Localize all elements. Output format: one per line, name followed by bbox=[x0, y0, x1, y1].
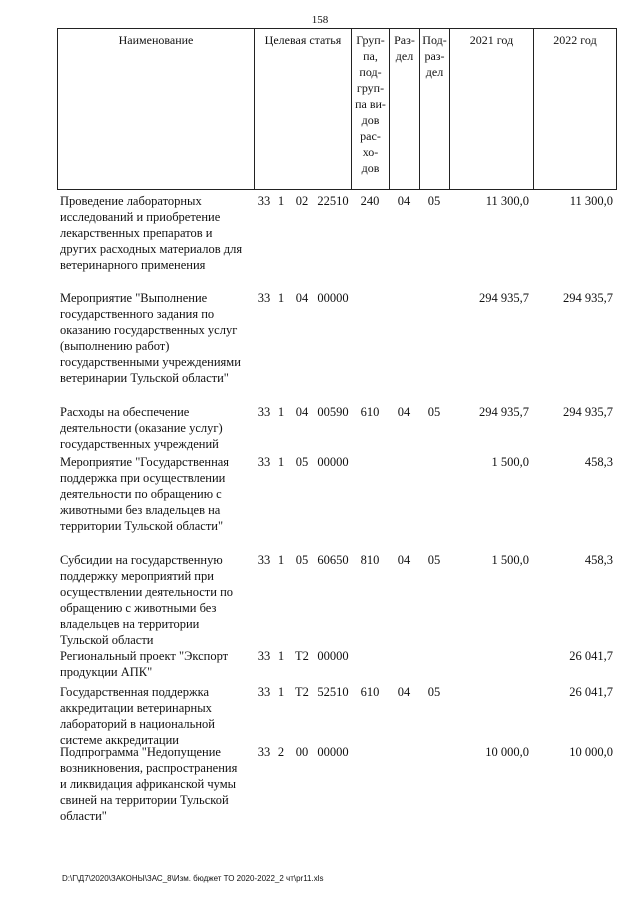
header-line: дел bbox=[425, 65, 444, 79]
value-2022: 10 000,0 bbox=[569, 745, 613, 759]
row-name-line: Мероприятие "Государственная bbox=[60, 455, 230, 469]
value-2022: 294 935,7 bbox=[563, 291, 613, 305]
code-subprogram: 2 bbox=[277, 745, 285, 759]
row-name bbox=[60, 648, 255, 680]
code-subprogram: 1 bbox=[277, 405, 285, 419]
code-group: 810 bbox=[360, 553, 380, 567]
code-measure: 04 bbox=[295, 291, 309, 305]
code-subprogram: 1 bbox=[277, 455, 285, 469]
code-subsection: 05 bbox=[427, 405, 441, 419]
row-name-line: свиней на территории Тульской bbox=[60, 793, 229, 807]
row-name-line: лабораторий в национальной bbox=[60, 717, 215, 731]
row-name-line: Расходы на обеспечение bbox=[60, 405, 190, 419]
row-name bbox=[60, 404, 255, 452]
header-line: дов bbox=[361, 113, 380, 127]
code-program: 33 bbox=[257, 194, 271, 208]
row-name-line: поддержку мероприятий при bbox=[60, 569, 214, 583]
header-line: па, bbox=[363, 49, 378, 63]
header-line: па ви- bbox=[355, 97, 386, 111]
code-program: 33 bbox=[257, 291, 271, 305]
value-2022: 26 041,7 bbox=[569, 685, 613, 699]
code-subprogram: 1 bbox=[277, 553, 285, 567]
code-direction: 00000 bbox=[317, 291, 349, 305]
row-name bbox=[60, 684, 255, 748]
row-name-line: поддержка при осуществлении bbox=[60, 471, 226, 485]
value-2022: 458,3 bbox=[584, 553, 613, 567]
row-name-line: Проведение лабораторных bbox=[60, 194, 202, 208]
code-subprogram: 1 bbox=[277, 291, 285, 305]
header-2021: 2021 год bbox=[449, 29, 533, 189]
code-measure: 05 bbox=[295, 553, 309, 567]
code-program: 33 bbox=[257, 405, 271, 419]
row-name-line: области" bbox=[60, 809, 107, 823]
header-line: дел bbox=[395, 49, 414, 63]
code-subsection: 05 bbox=[427, 553, 441, 567]
row-name-line: Государственная поддержка bbox=[60, 685, 210, 699]
code-section: 04 bbox=[397, 553, 411, 567]
code-group: 610 bbox=[360, 685, 380, 699]
header-name: Наименование bbox=[57, 29, 254, 189]
value-2022: 458,3 bbox=[584, 455, 613, 469]
row-name-line: обращению с животными без bbox=[60, 601, 217, 615]
value-2022: 26 041,7 bbox=[569, 649, 613, 663]
code-program: 33 bbox=[257, 553, 271, 567]
code-section: 04 bbox=[397, 194, 411, 208]
row-name-line: деятельности (оказание услуг) bbox=[60, 421, 223, 435]
header-line: Раз- bbox=[394, 33, 415, 47]
row-name-line: животными без владельцев на bbox=[60, 503, 221, 517]
header-line: Груп- bbox=[356, 33, 385, 47]
code-program: 33 bbox=[257, 745, 271, 759]
header-line: рас- bbox=[360, 129, 381, 143]
code-subprogram: 1 bbox=[277, 649, 285, 663]
row-name-line: Мероприятие "Выполнение bbox=[60, 291, 208, 305]
header-line: груп- bbox=[356, 81, 385, 95]
code-direction: 00590 bbox=[317, 405, 349, 419]
code-direction: 00000 bbox=[317, 455, 349, 469]
header-line: Под- bbox=[422, 33, 447, 47]
header-line: под- bbox=[359, 65, 382, 79]
row-name-line: Региональный проект "Экспорт bbox=[60, 649, 229, 663]
code-measure: Т2 bbox=[295, 685, 309, 699]
row-name-line: возникновения, распространения bbox=[60, 761, 238, 775]
value-2021: 11 300,0 bbox=[485, 194, 529, 208]
row-name-line: Подпрограмма "Недопущение bbox=[60, 745, 221, 759]
row-name-line: системе аккредитации bbox=[60, 733, 179, 747]
code-direction: 60650 bbox=[317, 553, 349, 567]
value-2021: 10 000,0 bbox=[485, 745, 529, 759]
header-line: хо- bbox=[362, 145, 379, 159]
row-name bbox=[60, 552, 255, 648]
code-subsection: 05 bbox=[427, 194, 441, 208]
row-name-line: деятельности по обращению с bbox=[60, 487, 222, 501]
table-header bbox=[57, 28, 617, 190]
value-2021: 1 500,0 bbox=[491, 455, 529, 469]
row-name bbox=[60, 454, 255, 534]
row-name bbox=[60, 193, 255, 273]
code-group: 240 bbox=[360, 194, 380, 208]
code-program: 33 bbox=[257, 685, 271, 699]
value-2021: 294 935,7 bbox=[479, 405, 529, 419]
code-direction: 00000 bbox=[317, 649, 349, 663]
value-2022: 294 935,7 bbox=[563, 405, 613, 419]
row-name-line: Субсидии на государственную bbox=[60, 553, 223, 567]
row-name-line: территории Тульской области" bbox=[60, 519, 224, 533]
header-line: раз- bbox=[424, 49, 445, 63]
code-program: 33 bbox=[257, 455, 271, 469]
value-2021: 1 500,0 bbox=[491, 553, 529, 567]
row-name bbox=[60, 290, 255, 386]
row-name-line: аккредитации ветеринарных bbox=[60, 701, 212, 715]
header-target: Целевая статья bbox=[254, 29, 351, 189]
row-name-line: других расходных материалов для bbox=[60, 242, 243, 256]
row-name-line: (выполнению работ) bbox=[60, 339, 170, 353]
code-measure: 04 bbox=[295, 405, 309, 419]
row-name bbox=[60, 744, 255, 824]
code-subprogram: 1 bbox=[277, 685, 285, 699]
code-subsection: 05 bbox=[427, 685, 441, 699]
row-name-line: владельцев на территории bbox=[60, 617, 200, 631]
row-name-line: государственными учреждениями bbox=[60, 355, 241, 369]
file-path-footer: D:\Г\Д7\2020\ЗАКОНЫ\ЗАС_8\Изм. бюджет ТО 2020-2022_2 чт\pr11.xls bbox=[62, 874, 324, 883]
row-name-line: ветеринарного применения bbox=[60, 258, 206, 272]
code-measure: Т2 bbox=[295, 649, 309, 663]
code-section: 04 bbox=[397, 405, 411, 419]
page-number: 158 bbox=[311, 14, 329, 26]
row-name-line: исследований и приобретение bbox=[60, 210, 221, 224]
code-direction: 52510 bbox=[317, 685, 349, 699]
code-direction: 22510 bbox=[317, 194, 349, 208]
value-2021: 294 935,7 bbox=[479, 291, 529, 305]
row-name-line: ветеринарии Тульской области" bbox=[60, 371, 229, 385]
row-name-line: продукции АПК" bbox=[60, 665, 153, 679]
code-direction: 00000 bbox=[317, 745, 349, 759]
row-name-line: осуществлении деятельности по bbox=[60, 585, 234, 599]
code-measure: 05 bbox=[295, 455, 309, 469]
code-measure: 00 bbox=[295, 745, 309, 759]
value-2022: 11 300,0 bbox=[569, 194, 613, 208]
code-program: 33 bbox=[257, 649, 271, 663]
header-section bbox=[389, 29, 419, 189]
header-2022: 2022 год bbox=[533, 29, 617, 189]
row-name-line: Тульской области bbox=[60, 633, 154, 647]
code-group: 610 bbox=[360, 405, 380, 419]
code-measure: 02 bbox=[295, 194, 309, 208]
header-subsection bbox=[419, 29, 449, 189]
code-subprogram: 1 bbox=[277, 194, 285, 208]
row-name-line: и ликвидация африканской чумы bbox=[60, 777, 237, 791]
row-name-line: оказанию государственных услуг bbox=[60, 323, 238, 337]
header-group bbox=[351, 29, 389, 189]
row-name-line: лекарственных препаратов и bbox=[60, 226, 213, 240]
code-section: 04 bbox=[397, 685, 411, 699]
header-line: дов bbox=[361, 161, 380, 175]
row-name-line: государственного задания по bbox=[60, 307, 215, 321]
row-name-line: государственных учреждений bbox=[60, 437, 219, 451]
